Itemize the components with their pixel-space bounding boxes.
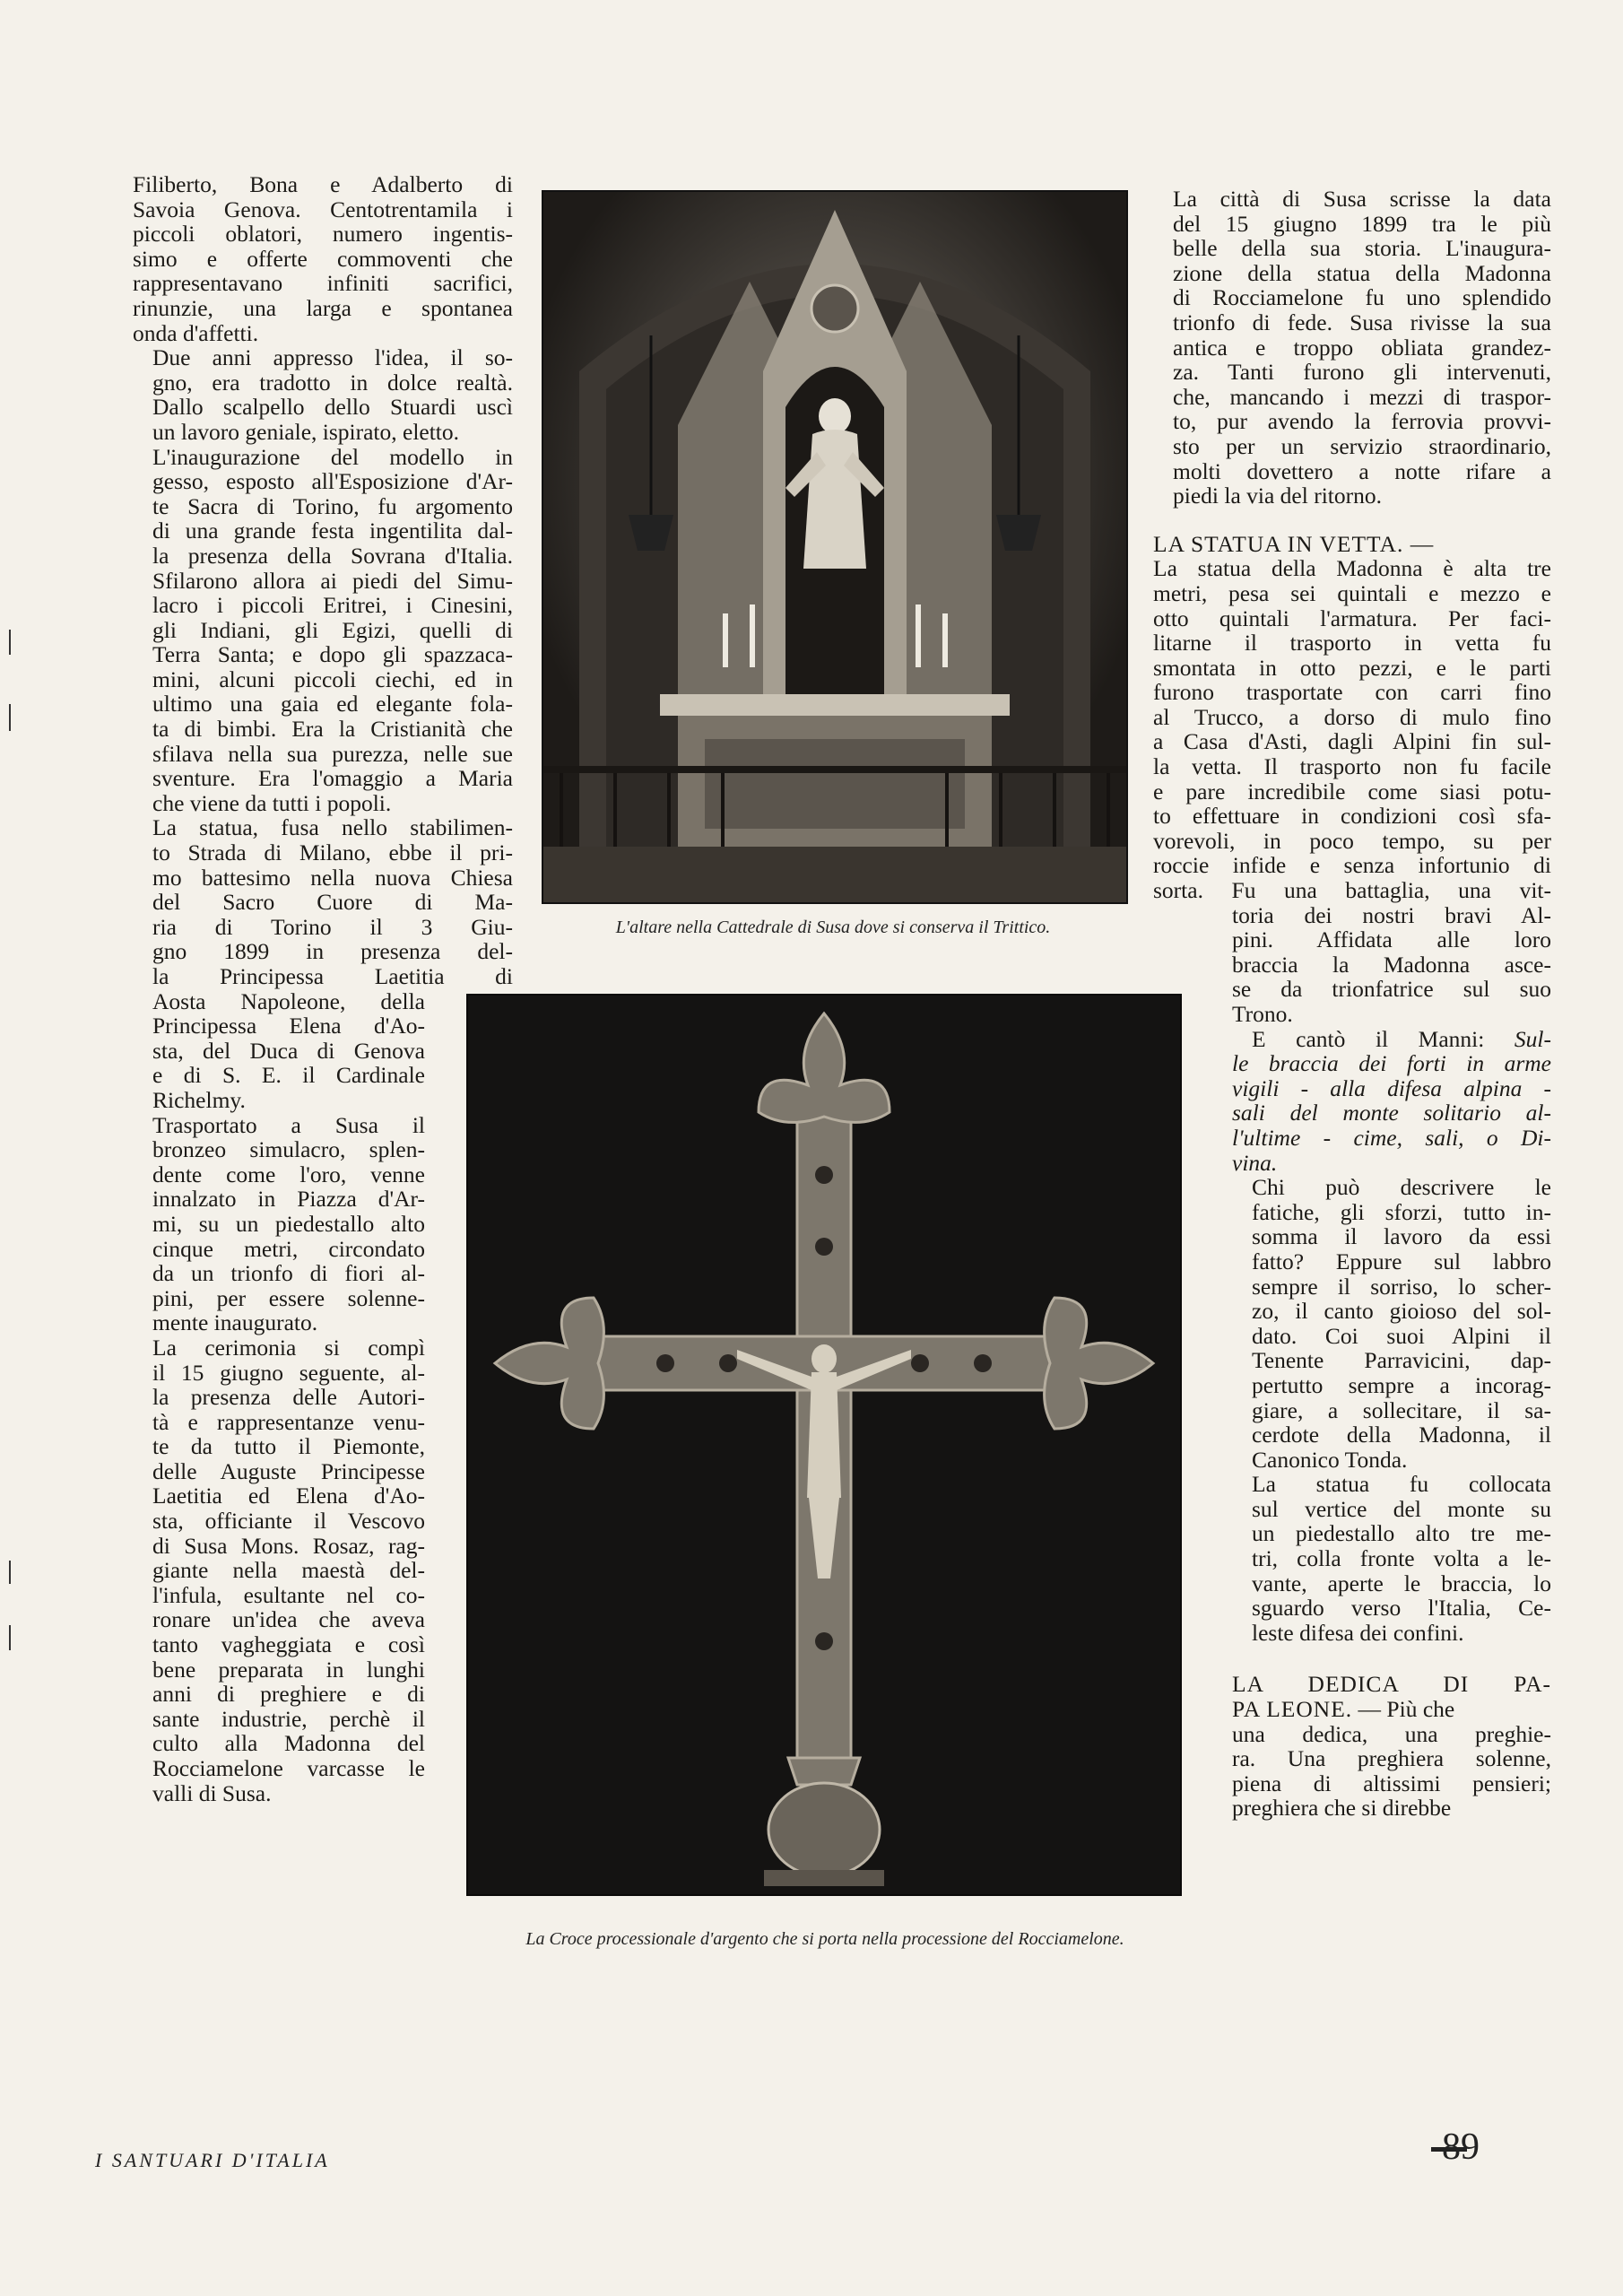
text-line: sventure. Era l'omaggio a Maria xyxy=(152,765,513,792)
text-line: un piedestallo alto tre me- xyxy=(1252,1520,1551,1547)
text-line: del 15 giugno 1899 tra le più xyxy=(1173,210,1551,237)
text-line: anni di preghiere e di xyxy=(152,1681,425,1708)
text-line: metri, pesa sei quintali e mezzo e xyxy=(1153,579,1551,606)
text-line: vorevoli, in poco tempo, su per xyxy=(1153,827,1551,854)
text-line: del Sacro Cuore di Ma- xyxy=(152,889,513,916)
text-line: pini, per essere solenne- xyxy=(152,1284,425,1311)
text-line: pini. Affidata alle loro xyxy=(1232,926,1551,953)
text-line: ultimo una gaia ed elegante fola- xyxy=(152,691,513,718)
text-line: che, mancando i mezzi di traspor- xyxy=(1173,383,1551,410)
text-line: sante industrie, perchè il xyxy=(152,1705,425,1732)
text-line: piedi la via del ritorno. xyxy=(1173,483,1382,509)
text-line: pertutto sempre a incorag- xyxy=(1252,1371,1551,1398)
text-line: molti dovettero a notte rifare a xyxy=(1173,457,1551,484)
text-line: Due anni appresso l'idea, il so- xyxy=(152,344,513,371)
text-line: gesso, esposto all'Esposizione d'Ar- xyxy=(152,468,513,495)
text-line: to, pur avendo la ferrovia provvi- xyxy=(1173,408,1551,435)
text-line: La città di Susa scrisse la data xyxy=(1173,186,1551,212)
text-line: sorta. Fu una battaglia, una vit- xyxy=(1153,877,1551,904)
text-line: Laetitia ed Elena d'Ao- xyxy=(152,1483,425,1509)
margin-mark xyxy=(9,704,11,731)
text-line: Dallo scalpello dello Stuardi uscì xyxy=(152,394,513,421)
left-text-column xyxy=(133,172,513,1805)
text-line: ria di Torino il 3 Giu- xyxy=(152,913,513,940)
text-line: sempre il sorriso, lo scher- xyxy=(1252,1273,1551,1300)
text-line: leste difesa dei confini. xyxy=(1252,1619,1464,1646)
text-line: la Principessa Laetitia di xyxy=(152,963,513,989)
text-line: Sfilarono allora ai piedi del Simu- xyxy=(152,567,513,594)
text-line: piccoli oblatori, numero ingentis- xyxy=(133,221,513,248)
text-line: onda d'affetti. xyxy=(133,319,259,346)
text-line: Terra Santa; e dopo gli spazzaca- xyxy=(152,641,513,668)
paragraph xyxy=(133,172,513,345)
text-line: sto per un servizio straordinario, xyxy=(1173,432,1551,459)
text-line: za. Tanti furono gli intervenuti, xyxy=(1173,359,1551,386)
altar-photo xyxy=(542,190,1128,904)
text-line: mo battesimo nella nuova Chiesa xyxy=(152,864,513,891)
text-line: al Trucco, a dorso di mulo fino xyxy=(1153,703,1551,730)
text-line: valli di Susa. xyxy=(152,1779,272,1806)
text-line: sfilava nella sua purezza, nelle sue xyxy=(152,740,513,767)
text-line: culto alla Madonna del xyxy=(152,1730,425,1757)
text-line: zo, il canto gioioso del sol- xyxy=(1252,1298,1551,1325)
paragraph xyxy=(1232,1175,1551,1472)
text-line: sali del monte solitario al- xyxy=(1232,1100,1551,1126)
cross-caption: La Croce processionale d'argento che si porta nella processione del Rocciamelone. xyxy=(525,1929,1124,1949)
text-line: to Strada di Milano, ebbe il pri- xyxy=(152,839,513,866)
text-line: La cerimonia si compì xyxy=(152,1334,425,1361)
text-line: a Casa d'Asti, dagli Alpini fin sul- xyxy=(1153,728,1551,755)
text-line: vante, aperte le braccia, lo xyxy=(1252,1570,1551,1596)
paragraph xyxy=(1153,556,1551,1026)
text-line: gno, era tradotto in dolce realtà. xyxy=(152,369,513,396)
text-line: sul vertice del monte su xyxy=(1252,1495,1551,1522)
text-line: di una grande festa ingentilita dal- xyxy=(152,517,513,544)
margin-mark xyxy=(9,630,11,655)
text-line: giare, a sollecitare, il sa- xyxy=(1252,1396,1551,1423)
text-line: simo e offerte commoventi che xyxy=(133,245,513,272)
paragraph-quote xyxy=(1232,1027,1551,1176)
text-line: Chi può descrivere le xyxy=(1252,1174,1551,1201)
paragraph xyxy=(133,345,513,444)
text-line: rinunzie, una larga e spontanea xyxy=(133,294,513,321)
text-line: ta di bimbi. Era la Cristianità che xyxy=(152,716,513,743)
text-line: mini, alcuni piccoli ciechi, ed in xyxy=(152,665,513,692)
text-line: trionfo di fede. Susa rivisse la sua xyxy=(1173,309,1551,335)
text-line: la presenza della Sovrana d'Italia. xyxy=(152,542,513,569)
text-line: Canonico Tonda. xyxy=(1252,1446,1408,1473)
text-line: mente inaugurato. xyxy=(152,1309,318,1336)
text-line: sguardo verso l'Italia, Ce- xyxy=(1252,1595,1551,1622)
paragraph xyxy=(1232,1722,1551,1821)
text-line: l'ultime - cime, sali, o Di- xyxy=(1232,1124,1551,1151)
text-line: Rocciamelone varcasse le xyxy=(152,1755,425,1781)
processional-cross-illustration xyxy=(468,996,1180,1894)
paragraph xyxy=(1232,1472,1551,1645)
section-heading-2 xyxy=(1232,1672,1551,1721)
text-line: cerdote della Madonna, il xyxy=(1252,1422,1551,1448)
text-line: Principessa Elena d'Ao- xyxy=(152,1013,425,1039)
text-line: tà e rappresentanze venu- xyxy=(152,1408,425,1435)
text-line: di Rocciamelone fu uno splendido xyxy=(1173,284,1551,311)
heading-line: PA LEONE. — Più che xyxy=(1232,1696,1455,1723)
text-line: ra. Una preghiera solenne, xyxy=(1232,1745,1551,1772)
quote-text: Sul- xyxy=(1514,1025,1551,1052)
margin-mark xyxy=(9,1625,11,1650)
text-line: La statua fu collocata xyxy=(1252,1471,1551,1498)
text-line: se da trionfatrice sul suo xyxy=(1232,976,1551,1003)
text-line: cinque metri, circondato xyxy=(152,1235,425,1262)
text-line: te Sacra di Torino, fu argomento xyxy=(152,492,513,519)
text-line: tri, colla fronte volta a le- xyxy=(1252,1545,1551,1572)
text-line: fatiche, gli sforzi, tutto in- xyxy=(1252,1198,1551,1225)
section-heading: LA STATUA IN VETTA. — xyxy=(1153,530,1435,557)
text-line: Tenente Parravicini, dap- xyxy=(1252,1347,1551,1374)
paragraph xyxy=(133,445,513,816)
text-line: Aosta Napoleone, della xyxy=(152,987,425,1014)
text-line: mi, su un piedestallo alto xyxy=(152,1210,425,1237)
text-line: lacro i piccoli Eritrei, i Cinesini, xyxy=(152,592,513,619)
text-line: giante nella maestà del- xyxy=(152,1557,425,1584)
text-line: e pare incredibile come siasi potu- xyxy=(1153,778,1551,804)
text-line: rappresentavano infiniti sacrifici, xyxy=(133,270,513,297)
text-line: la vetta. Il trasporto non fu facile xyxy=(1153,753,1551,780)
text-line: smontata in otto pezzi, e le parti xyxy=(1153,654,1551,681)
text-line: dente come l'oro, venne xyxy=(152,1161,425,1187)
right-text-column xyxy=(1153,187,1551,1821)
text-line: zione della statua della Madonna xyxy=(1173,259,1551,286)
text-line: vina. xyxy=(1232,1149,1278,1176)
text-line: La statua, fusa nello stabilimen- xyxy=(152,814,513,841)
text-line: Richelmy. xyxy=(152,1086,246,1113)
text-line: belle della sua storia. L'inaugura- xyxy=(1173,235,1551,262)
text-line: Filiberto, Bona e Adalberto di xyxy=(133,171,513,197)
page-number: 89 xyxy=(1442,2126,1480,2168)
text-line: ronare un'idea che aveva xyxy=(152,1606,425,1633)
text-line: un lavoro geniale, ispirato, eletto. xyxy=(152,418,460,445)
text-line: braccia la Madonna asce- xyxy=(1232,951,1551,978)
text-line: e di S. E. il Cardinale xyxy=(152,1062,425,1089)
text-line: somma il lavoro da essi xyxy=(1252,1223,1551,1250)
text-line: preghiera che si direbbe xyxy=(1232,1795,1452,1822)
text-line: sta, officiante il Vescovo xyxy=(152,1508,425,1535)
text-line: bene preparata in lunghi xyxy=(152,1656,425,1683)
text-line: l'infula, esultante nel co- xyxy=(152,1581,425,1608)
margin-mark xyxy=(9,1561,11,1584)
altar-caption: L'altare nella Cattedrale di Susa dove si conserva il Trittico. xyxy=(615,918,1051,937)
text-line: otto quintali l'armatura. Per faci- xyxy=(1153,604,1551,631)
text-line: bronzeo simulacro, splen- xyxy=(152,1136,425,1163)
text-line: litarne il trasporto in vetta fu xyxy=(1153,630,1551,657)
running-title: I SANTUARI D'ITALIA xyxy=(95,2149,330,2171)
paragraph xyxy=(1153,187,1551,509)
text-line: furono trasportate con carri fino xyxy=(1153,679,1551,706)
text-line: antica e troppo obliata grandez- xyxy=(1173,334,1551,361)
text-line: Savoia Genova. Centotrentamila i xyxy=(133,196,513,222)
text-line: innalzato in Piazza d'Ar- xyxy=(152,1186,425,1213)
text-line: gli Indiani, gli Egizi, quelli di xyxy=(152,616,513,643)
text-line: roccie infide e senza infortunio di xyxy=(1153,852,1551,879)
text-line: delle Auguste Principesse xyxy=(152,1457,425,1484)
text-line: tanto vagheggiata e così xyxy=(152,1631,425,1658)
text-line: la presenza delle Autori- xyxy=(152,1384,425,1411)
paragraph xyxy=(133,815,513,1112)
text-line: vigili - alla difesa alpina - xyxy=(1232,1074,1551,1101)
text-line: Trasportato a Susa il xyxy=(152,1111,425,1138)
text-line: gno 1899 in presenza del- xyxy=(152,938,513,965)
quote-intro: E cantò il Manni: xyxy=(1252,1025,1515,1052)
text-line: le braccia dei forti in arme xyxy=(1232,1050,1551,1077)
paragraph xyxy=(133,1335,513,1805)
text-line: di Susa Mons. Rosaz, rag- xyxy=(152,1532,425,1559)
text-line: piena di altissimi pensieri; xyxy=(1232,1770,1551,1796)
altar-illustration xyxy=(543,192,1126,902)
quote-body xyxy=(1232,1051,1551,1175)
text-line: Trono. xyxy=(1232,1001,1293,1027)
text-line xyxy=(1232,1027,1551,1052)
text-line: fatto? Eppure sul labbro xyxy=(1252,1248,1551,1274)
paragraph xyxy=(133,1113,513,1335)
text-line: te da tutto il Piemonte, xyxy=(152,1433,425,1460)
text-line: to effettuare in condizioni così sfa- xyxy=(1153,803,1551,830)
text-line: La statua della Madonna è alta tre xyxy=(1153,555,1551,582)
text-line: sta, del Duca di Genova xyxy=(152,1037,425,1064)
text-line: che viene da tutti i popoli. xyxy=(152,789,392,816)
text-line: da un trionfo di fiori al- xyxy=(152,1260,425,1287)
cross-photo xyxy=(466,994,1182,1896)
text-line: il 15 giugno seguente, al- xyxy=(152,1359,425,1386)
heading-line: LA DEDICA DI PA- xyxy=(1232,1671,1551,1698)
text-line: L'inaugurazione del modello in xyxy=(152,443,513,470)
text-line: una dedica, una preghie- xyxy=(1232,1720,1551,1747)
text-line: dato. Coi suoi Alpini il xyxy=(1252,1322,1551,1349)
text-line: toria dei nostri bravi Al- xyxy=(1232,901,1551,928)
